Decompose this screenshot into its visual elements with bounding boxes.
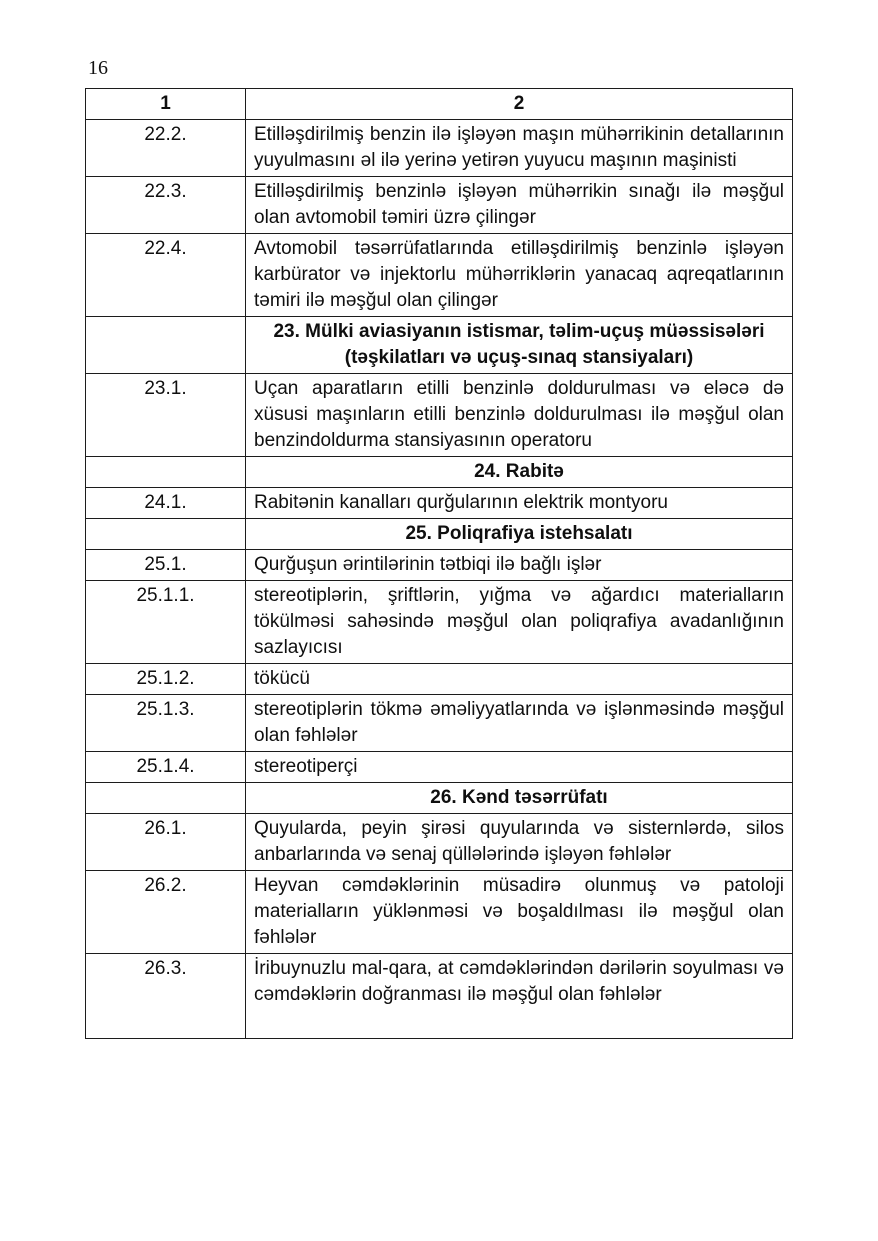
table-header — [86, 89, 793, 120]
table-row — [86, 954, 793, 1039]
row-text-cell: Uçan aparatların etilli benzinlə doldurulması və eləcə də xüsusi maşınların etilli benzinlə doldurulması ilə məşğul olan benzindoldurma stansiyasının operatoru — [246, 374, 793, 457]
row-number-cell: 22.4. — [86, 234, 246, 317]
row-number-cell: 26.2. — [86, 871, 246, 954]
row-number-cell: 26.1. — [86, 814, 246, 871]
row-number-cell: 25.1.2. — [86, 664, 246, 695]
row-number-cell: 24.1. — [86, 488, 246, 519]
table-row — [86, 550, 793, 581]
row-text-cell: Heyvan cəmdəklərinin müsadirə olunmuş və patoloji materialların yüklənməsi və boşaldılması ilə məşğul olan fəhlələr — [246, 871, 793, 954]
row-number-cell: 25.1.4. — [86, 752, 246, 783]
table-body — [86, 120, 793, 1039]
section-row — [86, 519, 793, 550]
table-header-col1: 1 — [86, 89, 246, 120]
table-row — [86, 120, 793, 177]
section-title: 25. Poliqrafiya istehsalatı — [246, 519, 793, 550]
row-number-cell: 25.1.1. — [86, 581, 246, 664]
row-text-cell: Avtomobil təsərrüfatlarında etilləşdirilmiş benzinlə işləyən karbürator və injektorlu mühərriklərin yanacaq aqreqatlarının təmiri ilə məşğul olan çilingər — [246, 234, 793, 317]
section-row — [86, 317, 793, 374]
row-text-cell: tökücü — [246, 664, 793, 695]
row-text-cell: stereotiplərin, şriftlərin, yığma və ağardıcı materialların tökülməsi sahəsində məşğul olan poliqrafiya avadanlığının sazlayıcısı — [246, 581, 793, 664]
row-text-cell: Etilləşdirilmiş benzin ilə işləyən maşın mühərrikinin detallarının yuyulmasını əl ilə yerinə yetirən yuyucu maşının maşinisti — [246, 120, 793, 177]
table-row — [86, 752, 793, 783]
table-row — [86, 695, 793, 752]
table-header-col2: 2 — [246, 89, 793, 120]
row-number-cell — [86, 519, 246, 550]
table-row — [86, 374, 793, 457]
section-row — [86, 457, 793, 488]
row-text-cell: İribuynuzlu mal-qara, at cəmdəklərindən dərilərin soyulması və cəmdəklərin doğranması ilə məşğul olan fəhlələr — [246, 954, 793, 1039]
row-text-cell: Qurğuşun ərintilərinin tətbiqi ilə bağlı işlər — [246, 550, 793, 581]
section-title: 23. Mülki aviasiyanın istismar, təlim-uçuş müəssisələri (təşkilatları və uçuş-sınaq stansiyaları) — [246, 317, 793, 374]
row-number-cell — [86, 457, 246, 488]
row-number-cell: 25.1. — [86, 550, 246, 581]
row-text-cell: stereotiplərin tökmə əməliyyatlarında və işlənməsində məşğul olan fəhlələr — [246, 695, 793, 752]
table-row — [86, 871, 793, 954]
row-number-cell: 23.1. — [86, 374, 246, 457]
row-number-cell — [86, 317, 246, 374]
section-title: 26. Kənd təsərrüfatı — [246, 783, 793, 814]
row-number-cell — [86, 783, 246, 814]
row-number-cell: 26.3. — [86, 954, 246, 1039]
occupations-table — [85, 88, 793, 1039]
row-number-cell: 22.3. — [86, 177, 246, 234]
table-row — [86, 177, 793, 234]
table-row — [86, 664, 793, 695]
row-text-cell: Quyularda, peyin şirəsi quyularında və sisternlərdə, silos anbarlarında və senaj qüllələrində işləyən fəhlələr — [246, 814, 793, 871]
table-row — [86, 488, 793, 519]
row-number-cell: 25.1.3. — [86, 695, 246, 752]
section-row — [86, 783, 793, 814]
page-number: 16 — [88, 57, 108, 79]
row-number-cell: 22.2. — [86, 120, 246, 177]
section-title: 24. Rabitə — [246, 457, 793, 488]
row-text-cell: stereotiperçi — [246, 752, 793, 783]
row-text-cell: Rabitənin kanalları qurğularının elektrik montyoru — [246, 488, 793, 519]
table-row — [86, 234, 793, 317]
row-text-cell: Etilləşdirilmiş benzinlə işləyən mühərrikin sınağı ilə məşğul olan avtomobil təmiri üzrə çilingər — [246, 177, 793, 234]
table-row — [86, 581, 793, 664]
table-header-row — [86, 89, 793, 120]
table-row — [86, 814, 793, 871]
